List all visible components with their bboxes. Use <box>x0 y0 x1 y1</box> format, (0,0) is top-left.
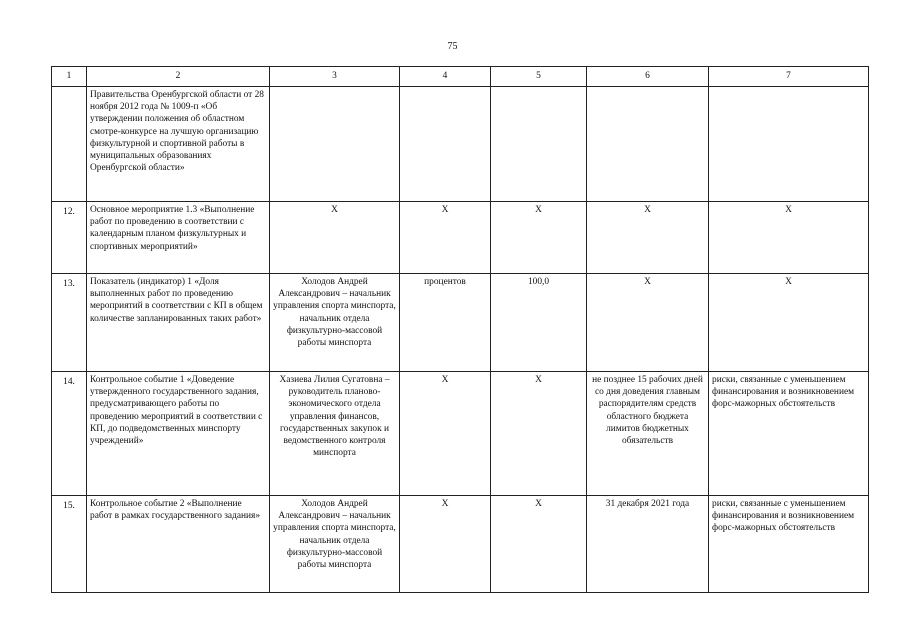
row-deadline: не позднее 15 рабочих дней со дня доведения главным распорядителям средств областного бюджета лимитов бюджетных обязательств <box>587 372 709 496</box>
table-row <box>52 274 869 372</box>
table-row <box>52 372 869 496</box>
row-number <box>52 87 87 202</box>
row-description: Показатель (индикатор) 1 «Доля выполненных работ по проведению мероприятий в соответствии с КП в общем количестве запланированных таких работ» <box>87 274 270 372</box>
row-unit: Х <box>400 202 491 274</box>
row-value: 100,0 <box>491 274 587 372</box>
row-responsible <box>270 87 400 202</box>
row-deadline: 31 декабря 2021 года <box>587 496 709 593</box>
plan-table <box>51 66 869 593</box>
column-header: 5 <box>491 67 587 87</box>
table-row <box>52 496 869 593</box>
row-responsible: Хазиева Лилия Сугатовна – руководитель планово-экономического отдела управления финансов, государственных закупок и ведомственного контроля минспорта <box>270 372 400 496</box>
row-deadline <box>587 87 709 202</box>
row-responsible: Холодов Андрей Александрович – начальник управления спорта минспорта, начальник отдела физкультурно-массовой работы минспорта <box>270 274 400 372</box>
row-unit: Х <box>400 372 491 496</box>
table-row <box>52 87 869 202</box>
column-header: 1 <box>52 67 87 87</box>
row-unit: Х <box>400 496 491 593</box>
column-header: 6 <box>587 67 709 87</box>
column-header: 2 <box>87 67 270 87</box>
row-description: Контрольное событие 1 «Доведение утвержденного государственного задания, предусматривающего работы по проведению мероприятий в соответствии с КП, до подведомственных минспорту учреждений» <box>87 372 270 496</box>
row-risks: Х <box>709 202 869 274</box>
row-number: 12. <box>52 202 87 274</box>
row-value: Х <box>491 372 587 496</box>
page-number: 75 <box>447 41 458 52</box>
row-deadline: Х <box>587 274 709 372</box>
row-risks: риски, связанные с уменьшением финансирования и возникновением форс-мажорных обстоятельств <box>709 496 869 593</box>
row-unit <box>400 87 491 202</box>
column-header: 4 <box>400 67 491 87</box>
row-description: Основное мероприятие 1.3 «Выполнение работ по проведению в соответствии с календарным планом физкультурных и спортивных мероприятий» <box>87 202 270 274</box>
row-risks: риски, связанные с уменьшением финансирования и возникновением форс-мажорных обстоятельств <box>709 372 869 496</box>
row-risks <box>709 87 869 202</box>
table-header-row <box>52 67 869 87</box>
column-header: 7 <box>709 67 869 87</box>
row-unit: процентов <box>400 274 491 372</box>
row-risks: Х <box>709 274 869 372</box>
row-responsible: Х <box>270 202 400 274</box>
row-description: Контрольное событие 2 «Выполнение работ в рамках государственного задания» <box>87 496 270 593</box>
row-description: Правительства Оренбургской области от 28 ноября 2012 года № 1009-п «Об утверждении положения об областном смотре-конкурсе на лучшую организацию физкультурной и спортивной работы в муниципальных образованиях Оренбургской области» <box>87 87 270 202</box>
row-value <box>491 87 587 202</box>
row-responsible: Холодов Андрей Александрович – начальник управления спорта минспорта, начальник отдела физкультурно-массовой работы минспорта <box>270 496 400 593</box>
row-number: 15. <box>52 496 87 593</box>
row-value: Х <box>491 496 587 593</box>
column-header: 3 <box>270 67 400 87</box>
row-number: 14. <box>52 372 87 496</box>
table-row <box>52 202 869 274</box>
row-number: 13. <box>52 274 87 372</box>
row-deadline: Х <box>587 202 709 274</box>
row-value: Х <box>491 202 587 274</box>
